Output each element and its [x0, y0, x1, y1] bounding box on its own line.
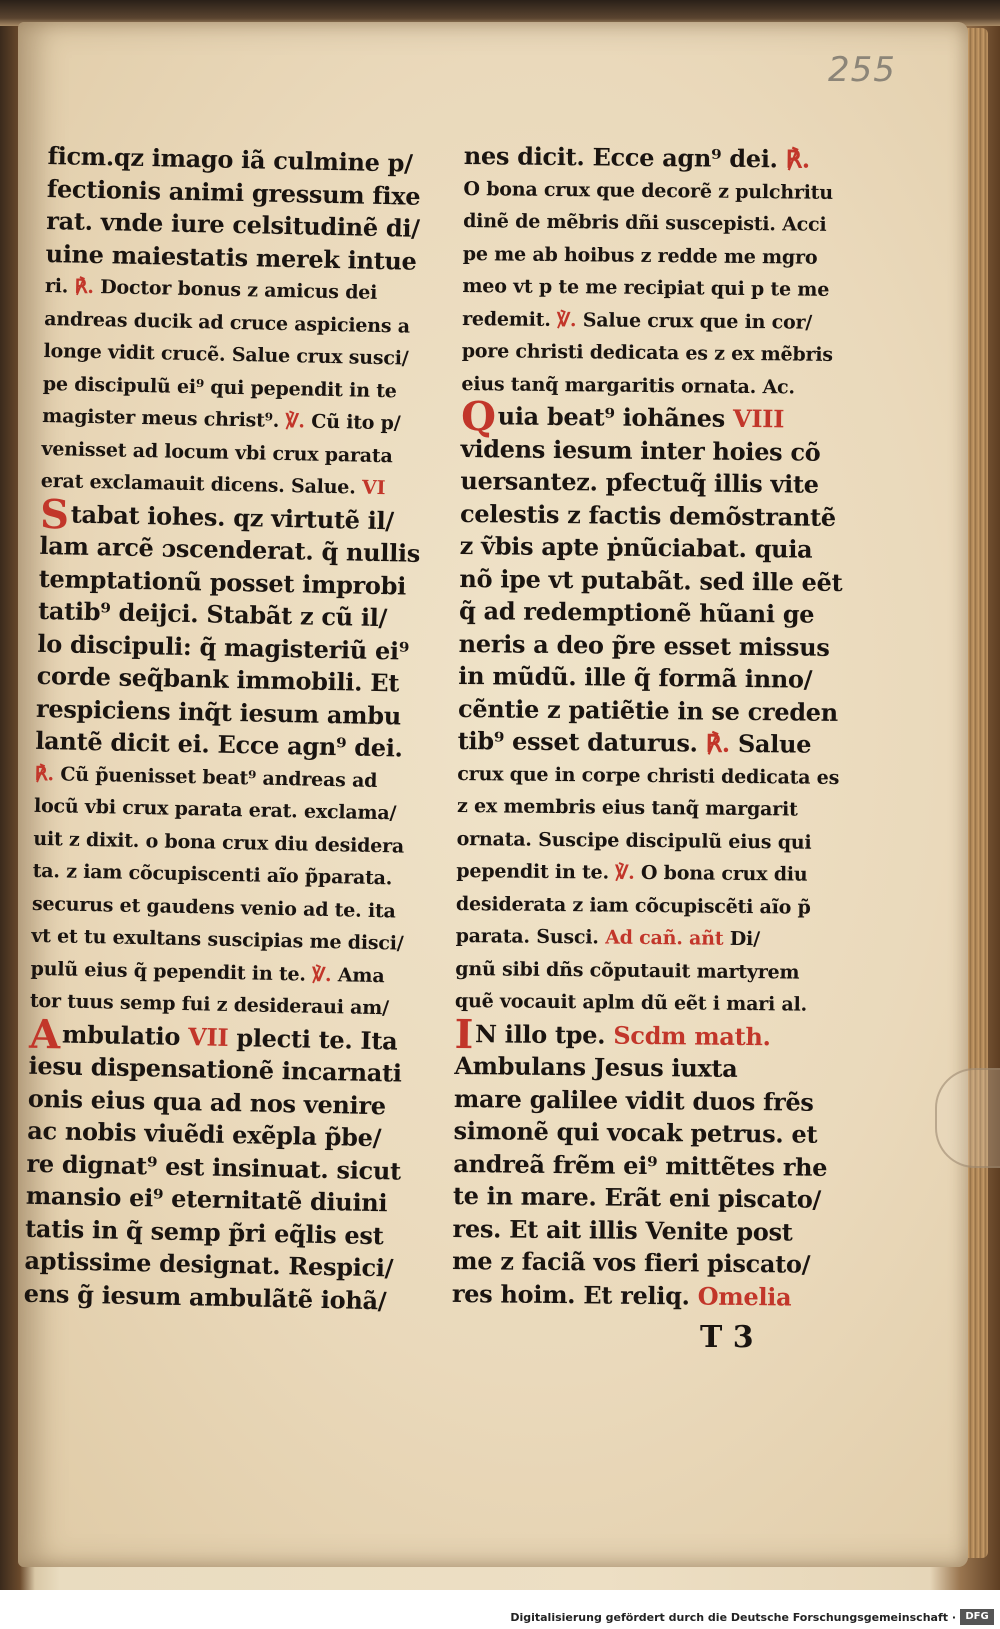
line-text: uine maiestatis merek intue — [45, 238, 417, 276]
rubric-text: Scdm math. — [613, 1020, 771, 1051]
text-line — [462, 302, 854, 339]
line-text: tib⁹ esset daturus. — [457, 725, 706, 758]
line-text: celestis z factis demõstrantẽ — [459, 498, 836, 532]
line-text: tabat iohes. qz virtutẽ il/ — [70, 499, 395, 535]
line-text: quẽ vocauit aplm dũ eẽt i mari al. — [454, 989, 808, 1016]
rubric-mark: Ad cañ. añt — [605, 926, 724, 950]
text-line — [457, 757, 849, 794]
text-line — [458, 692, 850, 729]
line-text: parata. Susci. — [455, 924, 606, 949]
text-line — [454, 1050, 846, 1087]
text-line — [461, 367, 853, 404]
line-text: mbulatio — [61, 1018, 189, 1051]
dfg-logo: DFG — [960, 1609, 994, 1625]
text-line — [456, 855, 848, 892]
text-line — [452, 1245, 844, 1282]
line-text: tatis in q̃ semp p̃ri eq̃lis est — [24, 1213, 384, 1250]
line-text: ac nobis viuẽdi exẽpla p̃be/ — [26, 1115, 382, 1153]
text-line — [452, 1212, 844, 1249]
line-text: redemit. — [462, 307, 558, 331]
line-text: Cũ p̃uenisset beat⁹ andreas ad — [60, 762, 378, 792]
book-clasp-shadow — [935, 1068, 1000, 1168]
line-text: plecti te. Ita — [228, 1022, 398, 1056]
line-text: ficm.qz imago iã culmine p/ — [47, 140, 413, 178]
line-text: tor tuus semp fui z desideraui am/ — [29, 989, 390, 1020]
line-text: pependit in te. — [456, 859, 616, 884]
line-text: venisset ad locum vbi crux parata — [41, 437, 393, 467]
rubric-mark: ℣. — [557, 308, 577, 331]
line-text: res. Et ait illis Venite post — [452, 1213, 793, 1246]
rubric-mark: ℣. — [285, 410, 306, 433]
line-text: Salue crux que in cor/ — [582, 308, 813, 334]
line-text: lo discipuli: q̃ magisteriũ ei⁹ — [37, 628, 410, 666]
text-line — [463, 172, 855, 209]
line-text: O bona crux diu — [640, 861, 808, 886]
line-text: videns iesum inter hoies cõ — [460, 433, 821, 467]
text-line — [463, 237, 855, 274]
rubric-mark: ℣. — [615, 861, 635, 884]
line-text: tatib⁹ deijci. Stabãt z cũ il/ — [37, 595, 388, 633]
line-text: ta. z iam cõcupiscenti aĩo p̃parata. — [32, 859, 393, 890]
line-text: lantẽ dicit ei. Ecce agn⁹ dei. — [35, 725, 403, 763]
text-line — [460, 392, 853, 441]
line-text: respiciens inq̃t iesum ambu — [35, 693, 402, 731]
rubric-mark: ℟. — [705, 728, 731, 758]
line-text: erat exclamauit dicens. Salue. — [40, 469, 356, 499]
line-text: N illo tpe. — [474, 1018, 614, 1050]
text-line — [462, 270, 854, 307]
text-line — [460, 465, 852, 502]
line-text: pulũ eius q̃ pependit in te. — [30, 957, 313, 986]
line-text: O bona crux que decorẽ z pulchritu — [463, 177, 834, 204]
line-text: Cũ ito p/ — [311, 410, 401, 435]
line-text: cẽntie z patiẽtie in se creden — [457, 693, 839, 727]
line-text: neris a deo p̃re esset missus — [458, 628, 830, 662]
signature-mark: T 3 — [700, 1320, 754, 1355]
line-text: ri. — [44, 274, 75, 298]
line-text: Ambulans Jesus iuxta — [454, 1050, 738, 1083]
text-line — [455, 920, 847, 957]
line-text: pe me ab hoibus z redde me mgro — [462, 242, 818, 269]
line-text: Di/ — [729, 927, 760, 951]
rubric-mark: ℣. — [312, 963, 332, 986]
line-text: temptationũ posset improbi — [38, 563, 407, 601]
text-line — [454, 1010, 846, 1058]
rubricated-initial: S — [39, 490, 70, 539]
text-line — [453, 1147, 845, 1184]
text-line — [461, 432, 853, 469]
text-line — [455, 952, 847, 989]
line-text: longe vidit crucẽ. Salue crux susci/ — [43, 339, 409, 370]
text-line — [463, 205, 855, 242]
rubric-text: VI — [355, 476, 386, 500]
line-text: ens g̃ iesum ambulãtẽ iohã/ — [23, 1278, 387, 1315]
text-line — [458, 725, 850, 762]
text-line — [453, 1180, 845, 1217]
text-line — [460, 497, 852, 534]
right-text-column — [452, 140, 856, 1314]
text-line — [459, 595, 851, 632]
text-line — [452, 1277, 844, 1314]
footer-credit: Digitalisierung gefördert durch die Deutsche Forschungsgemeinschaft · — [510, 1611, 956, 1624]
text-line — [453, 1115, 845, 1152]
line-text: ornata. Suscipe discipulũ eius qui — [456, 827, 812, 854]
line-text: Salue — [737, 728, 812, 759]
rubric-text: Omelia — [689, 1280, 792, 1311]
line-text: nõ ipe vt putabãt. sed ille eẽt — [459, 563, 843, 597]
line-text: eius tanq̃ margaritis ornata. Ac. — [461, 372, 796, 398]
rubric-text: VIII — [732, 403, 785, 434]
line-text: locũ vbi crux parata erat. exclama/ — [33, 794, 397, 825]
line-text: meo vt p te me recipiat qui p te me — [462, 274, 830, 301]
line-text: crux que in corpe christi dedicata es — [457, 762, 840, 789]
line-text: pe discipulũ ei⁹ qui pependit in te — [42, 372, 397, 402]
rubricated-initial: Q — [460, 392, 496, 441]
line-text: re dignat⁹ est insinuat. sicut — [26, 1148, 402, 1186]
text-line — [459, 627, 851, 664]
line-text: me z faciã vos fieri piscato/ — [452, 1245, 811, 1279]
line-text: mansio ei⁹ eternitatẽ diuini — [25, 1180, 388, 1218]
line-text: z ṽbis apte ṗnũciabat. quia — [459, 530, 813, 564]
line-text: magister meus christ⁹. — [41, 404, 286, 433]
line-text: q̃ ad redemptionẽ hũani ge — [458, 595, 815, 629]
line-text: andreã frẽm ei⁹ mittẽtes rhe — [453, 1148, 828, 1182]
rubric-text: ℟. — [777, 144, 811, 174]
line-text: andreas ducik ad cruce aspiciens a — [44, 307, 411, 338]
text-line — [454, 1082, 846, 1119]
rubric-mark: ℟. — [34, 762, 55, 785]
text-line — [455, 985, 847, 1022]
line-text: nes dicit. Ecce agn⁹ dei. — [463, 140, 778, 174]
line-text: onis eius qua ad nos venire — [27, 1083, 387, 1120]
line-text: res hoim. Et reliq. — [451, 1278, 690, 1310]
line-text: dinẽ de mẽbris dñi suscepisti. Acci — [463, 209, 827, 236]
line-text: iesu dispensationẽ incarnati — [28, 1050, 402, 1088]
text-line — [462, 335, 854, 372]
text-line — [460, 530, 852, 567]
left-text-column — [23, 140, 442, 1318]
folio-number: 255 — [828, 50, 896, 90]
rubric-text: VII — [187, 1021, 229, 1052]
line-text: mare galilee vidit duos frẽs — [453, 1083, 814, 1117]
line-text: rat. vnde iure celsitudinẽ di/ — [46, 205, 420, 243]
line-text: gnũ sibi dñs cõputauit martyrem — [455, 957, 800, 984]
text-line — [457, 790, 849, 827]
line-text: simonẽ qui vocak petrus. et — [453, 1115, 818, 1149]
text-line — [457, 822, 849, 859]
line-text: pore christi dedicata es z ex mẽbris — [461, 339, 833, 366]
rubricated-initial: I — [454, 1010, 474, 1058]
rubricated-initial: A — [28, 1010, 61, 1058]
line-text: te in mare. Erãt eni piscato/ — [452, 1180, 822, 1214]
text-line — [464, 140, 856, 177]
line-text: corde seq̃bank immobili. Et — [36, 660, 400, 698]
line-text: vt et tu exultans suscipias me disci/ — [31, 924, 404, 955]
text-line — [459, 562, 851, 599]
line-text: z ex membris eius tanq̃ margarit — [456, 794, 798, 821]
text-line — [456, 887, 848, 924]
line-text: fectionis animi gressum fixe — [46, 173, 421, 211]
line-text: desiderata z iam cõcupiscẽti aĩo p̃ — [455, 892, 811, 919]
text-line — [458, 660, 850, 697]
line-text: uit z dixit. o bona crux diu desidera — [33, 827, 405, 858]
line-text: aptissime designat. Respici/ — [24, 1245, 394, 1283]
line-text: uia beat⁹ iohãnes — [497, 401, 734, 433]
line-text: in mũdũ. ille q̃ formã inno/ — [458, 660, 813, 694]
line-text: Ama — [337, 963, 385, 987]
rubric-mark: ℟. — [74, 275, 95, 298]
line-text: securus et gaudens venio ad te. ita — [31, 892, 396, 922]
line-text: uersantez. pfectuq̃ illis vite — [460, 465, 819, 499]
line-text: lam arcẽ ɔscenderat. q̃ nullis — [39, 530, 421, 568]
line-text: Doctor bonus z amicus dei — [100, 276, 378, 304]
